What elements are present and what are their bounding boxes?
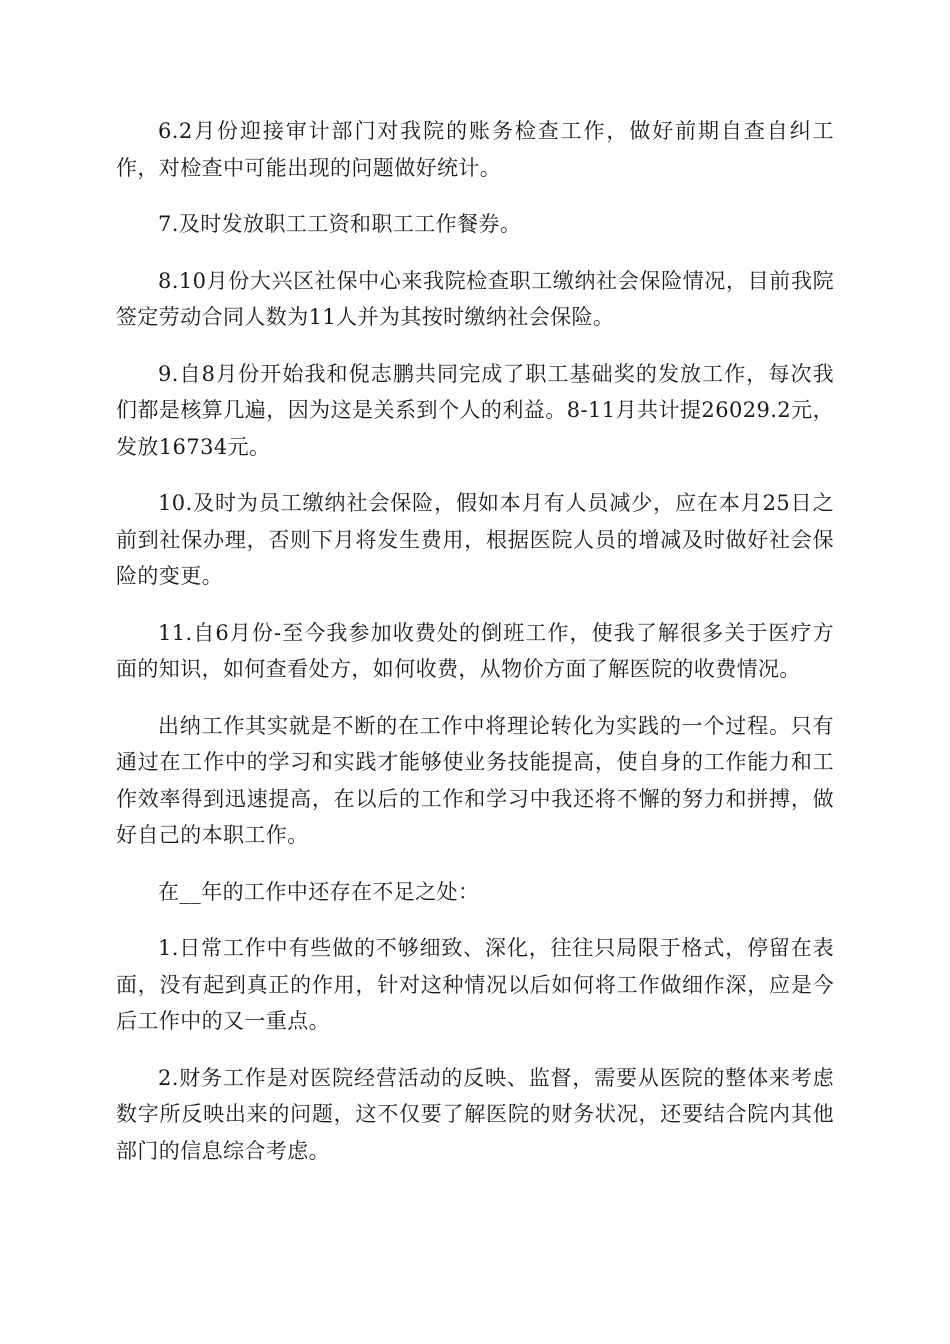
paragraph-item-8: 8.10月份大兴区社保中心来我院检查职工缴纳社会保险情况，目前我院签定劳动合同人数为11人并为其按时缴纳社会保险。	[116, 268, 834, 329]
paragraph-shortcomings-heading: 在__年的工作中还存在不足之处：	[158, 879, 480, 904]
paragraph-cashier-summary: 出纳工作其实就是不断的在工作中将理论转化为实践的一个过程。只有通过在工作中的学习和实践才能够使业务技能提高，使自身的工作能力和工作效率得到迅速提高，在以后的工作和学习中我还将不懈的努力和拼搏，做好自己的本职工作。	[116, 713, 834, 847]
paragraph-item-7: 7.及时发放职工工资和职工工作餐券。	[158, 212, 522, 236]
paragraph-item-6: 6.2月份迎接审计部门对我院的账务检查工作，做好前期自查自纠工作，对检查中可能出现的问题做好统计。	[116, 119, 834, 180]
paragraph-item-10: 10.及时为员工缴纳社会保险，假如本月有人员减少，应在本月25日之前到社保办理，否则下月将发生费用，根据医院人员的增减及时做好社会保险的变更。	[116, 491, 834, 588]
document-page	[116, 113, 834, 1189]
paragraph-item-9: 9.自8月份开始我和倪志鹏共同完成了职工基础奖的发放工作，每次我们都是核算几遍，因为这是关系到个人的利益。8-11月共计提26029.2元，发放16734元。	[116, 361, 834, 459]
paragraph-item-11: 11.自6月份-至今我参加收费处的倒班工作，使我了解很多关于医疗方面的知识，如何查看处方，如何收费，从物价方面了解医院的收费情况。	[116, 620, 834, 681]
paragraph-shortcoming-1: 1.日常工作中有些做的不够细致、深化，往往只局限于格式，停留在表面，没有起到真正的作用，针对这种情况以后如何将工作做细作深，应是今后工作中的又一重点。	[116, 936, 834, 1033]
paragraph-shortcoming-2: 2.财务工作是对医院经营活动的反映、监督，需要从医院的整体来考虑数字所反映出来的问题，这不仅要了解医院的财务状况，还要结合院内其他部门的信息综合考虑。	[116, 1065, 834, 1163]
